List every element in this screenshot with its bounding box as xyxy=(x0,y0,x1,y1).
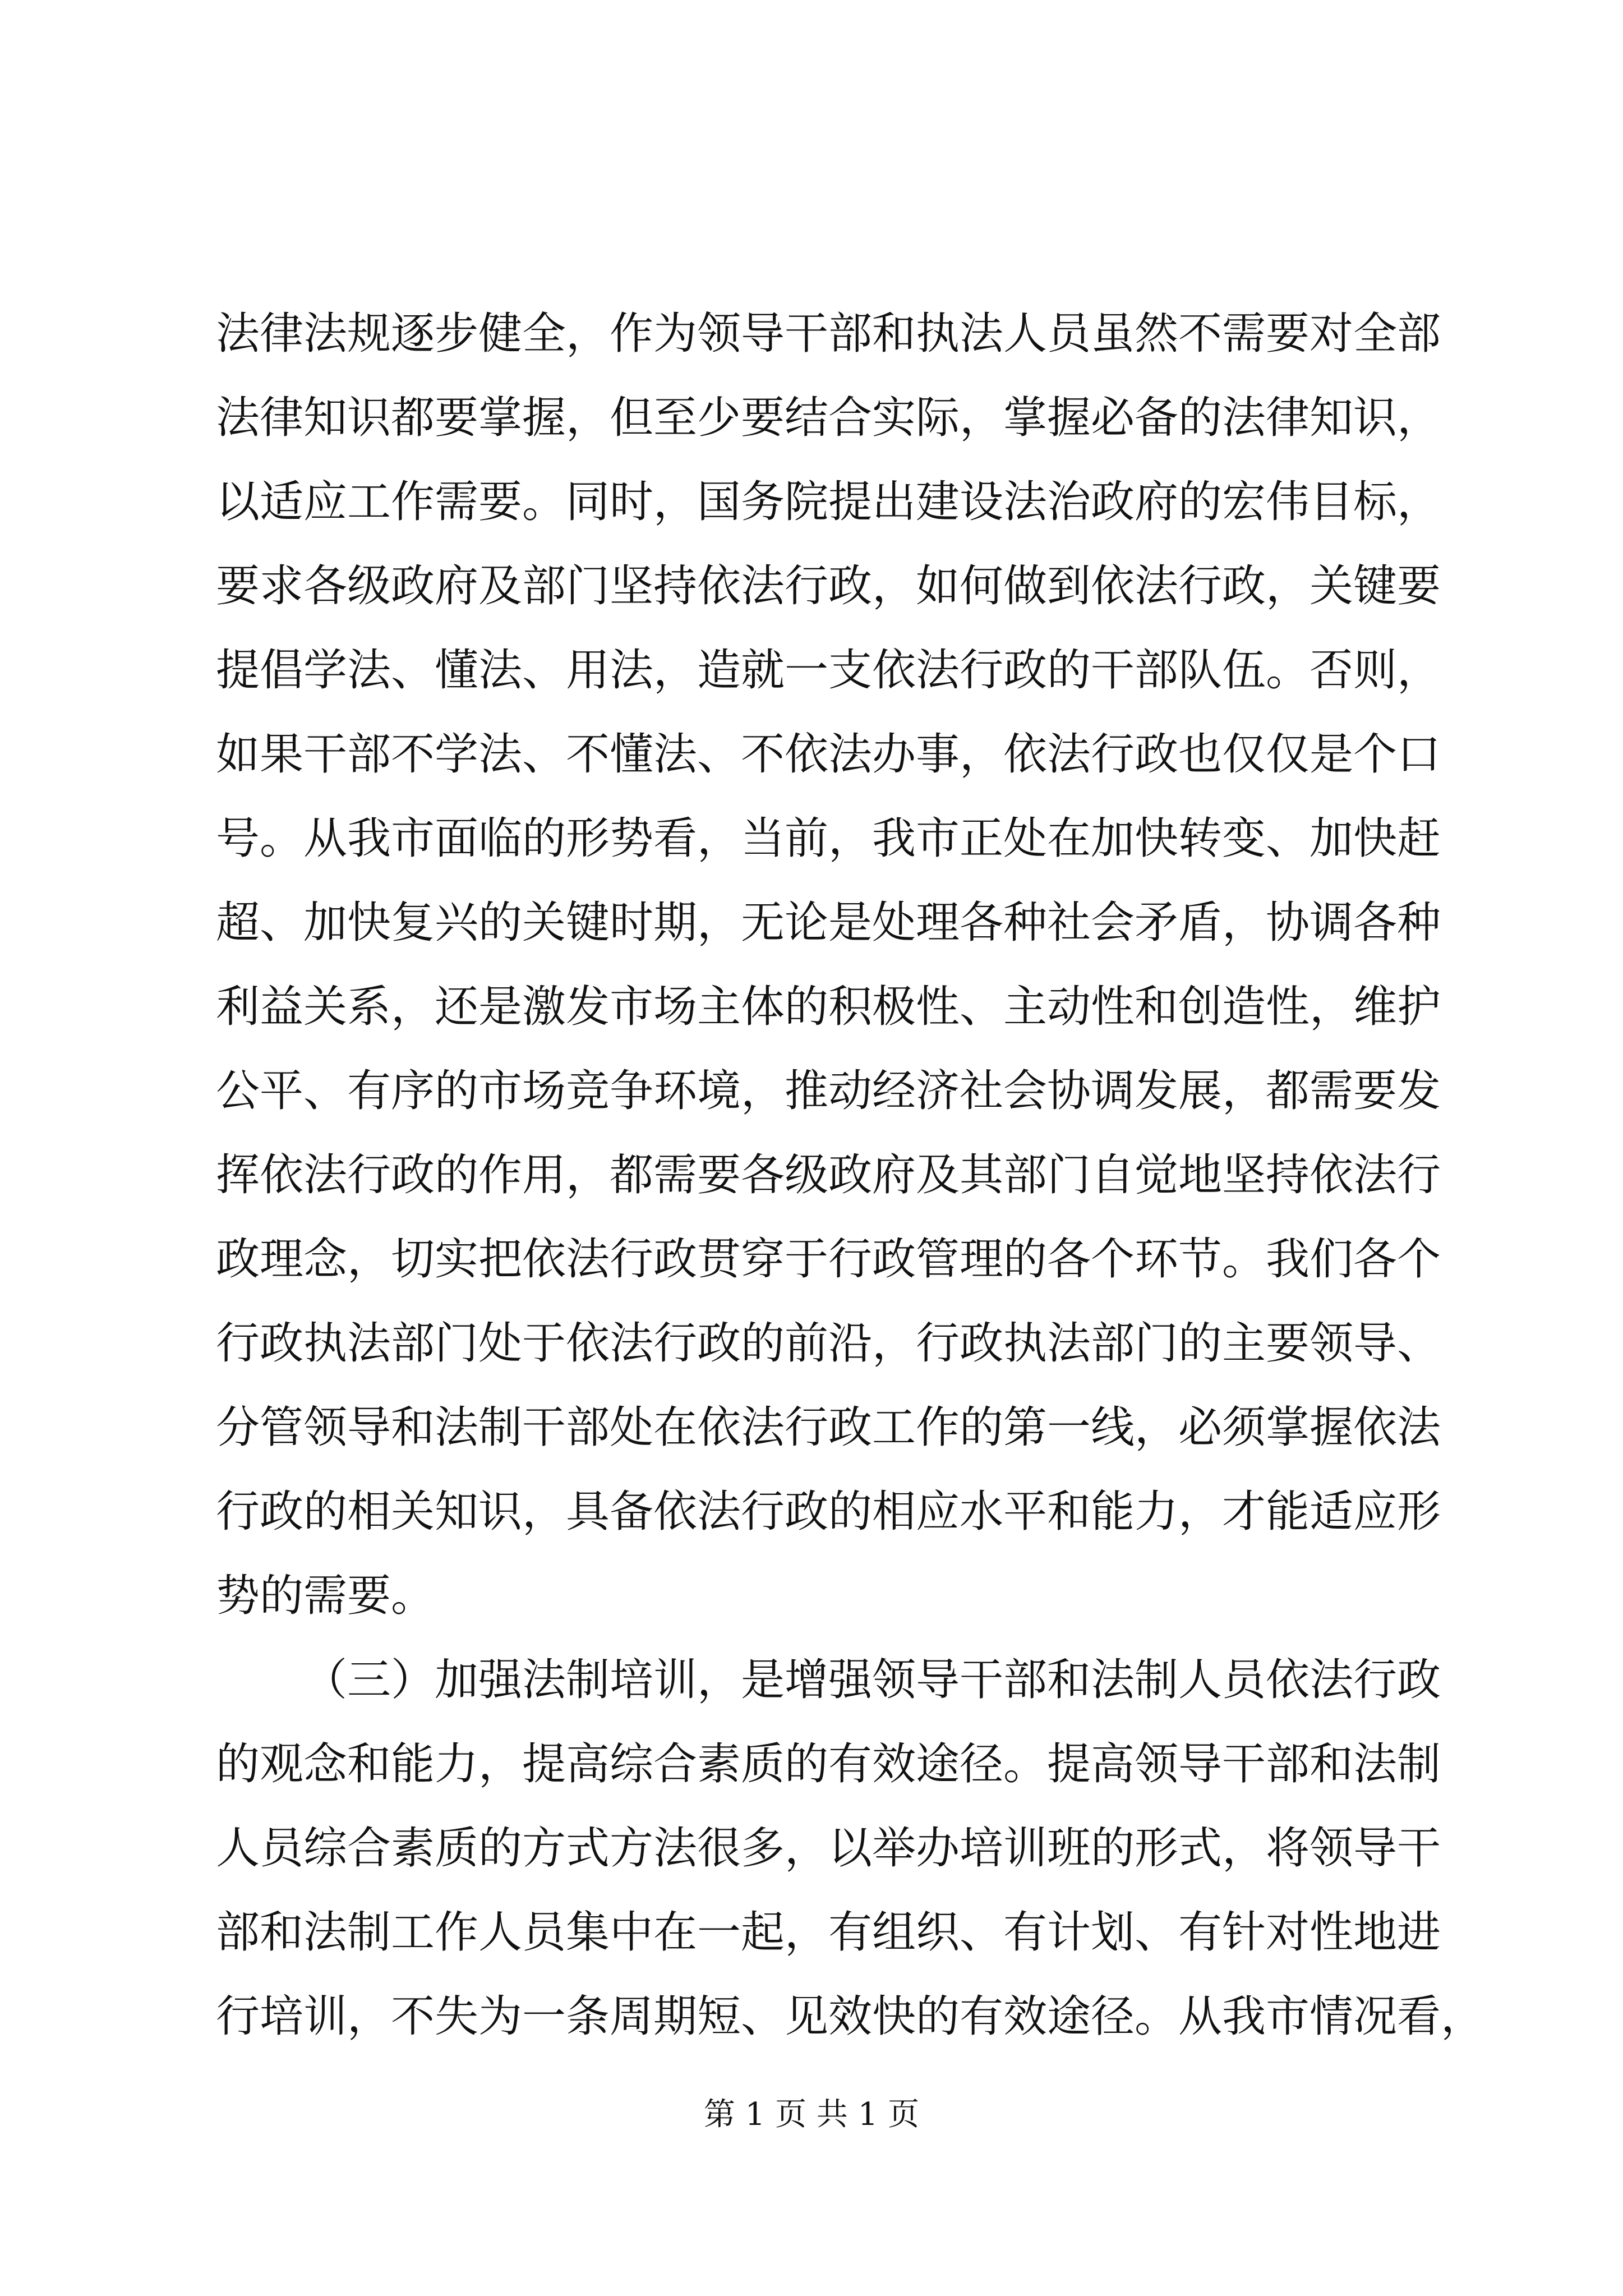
text-line: 超、加快复兴的关键时期，无论是处理各种社会矛盾，协调各种 xyxy=(216,898,1441,948)
text-line: 政理念，切实把依法行政贯穿于行政管理的各个环节。我们各个 xyxy=(216,1234,1441,1285)
section-heading-line: （三）加强法制培训，是增强领导干部和法制人员依法行政 xyxy=(303,1655,1441,1705)
body-text xyxy=(216,292,1485,2059)
page-number-footer: 第 1 页 共 1 页 xyxy=(703,2096,920,2133)
text-line: 行政执法部门处于依法行政的前沿，行政执法部门的主要领导、 xyxy=(216,1318,1441,1369)
text-line: 行培训，不失为一条周期短、见效快的有效途径。从我市情况看， xyxy=(216,1991,1485,2042)
text-line: 公平、有序的市场竞争环境，推动经济社会协调发展，都需要发 xyxy=(216,1066,1441,1116)
text-line: 要求各级政府及部门坚持依法行政，如何做到依法行政，关键要 xyxy=(216,561,1441,611)
paragraph-end-line: 势的需要。 xyxy=(216,1571,435,1621)
text-line: 以适应工作需要。同时，国务院提出建设法治政府的宏伟目标， xyxy=(216,477,1441,527)
text-line: 法律知识都要掌握，但至少要结合实际，掌握必备的法律知识， xyxy=(216,393,1441,443)
text-line: 如果干部不学法、不懂法、不依法办事，依法行政也仅仅是个口 xyxy=(216,729,1441,780)
text-line: 分管领导和法制干部处在依法行政工作的第一线，必须掌握依法 xyxy=(216,1402,1441,1453)
text-line: 行政的相关知识，具备依法行政的相应水平和能力，才能适应形 xyxy=(216,1487,1441,1537)
text-line: 部和法制工作人员集中在一起，有组织、有计划、有针对性地进 xyxy=(216,1907,1441,1958)
text-line: 挥依法行政的作用，都需要各级政府及其部门自觉地坚持依法行 xyxy=(216,1150,1441,1200)
text-line: 法律法规逐步健全，作为领导干部和执法人员虽然不需要对全部 xyxy=(216,309,1441,359)
text-line: 利益关系，还是激发市场主体的积极性、主动性和创造性，维护 xyxy=(216,982,1441,1032)
text-line: 提倡学法、懂法、用法，造就一支依法行政的干部队伍。否则， xyxy=(216,645,1441,696)
text-line: 的观念和能力，提高综合素质的有效途径。提高领导干部和法制 xyxy=(216,1739,1441,1789)
text-line: 人员综合素质的方式方法很多，以举办培训班的形式，将领导干 xyxy=(216,1823,1441,1874)
text-line: 号。从我市面临的形势看，当前，我市正处在加快转变、加快赶 xyxy=(216,813,1441,864)
